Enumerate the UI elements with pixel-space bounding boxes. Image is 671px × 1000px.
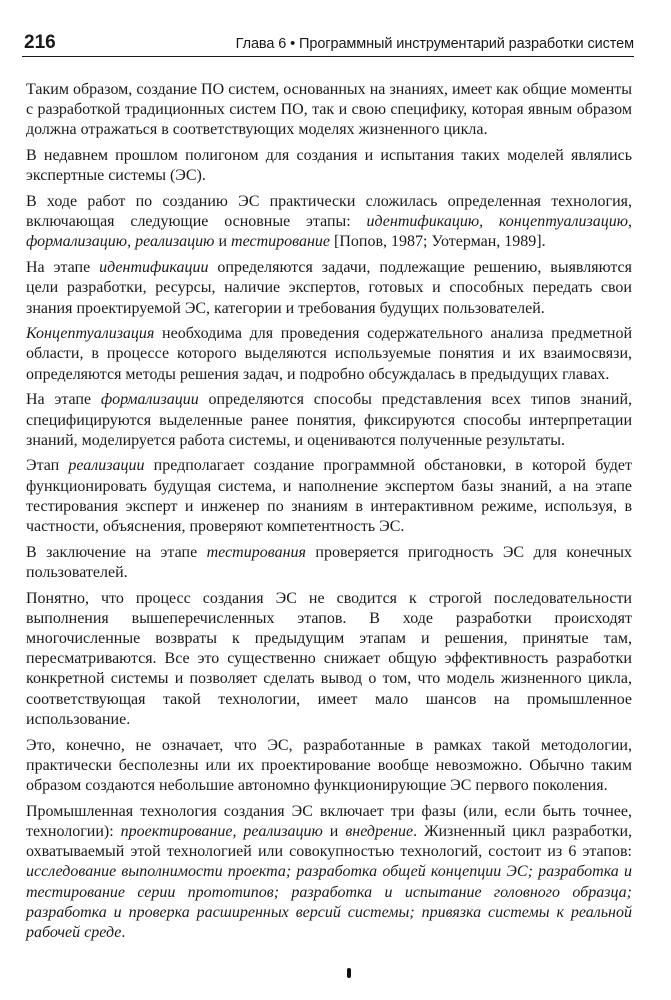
paragraph: [26, 543, 632, 583]
text-run: определяются способы представления всех типов знаний, специфицируются выделенные ранее понятия, фиксируются способы интерпретации знаний, моделируется работа системы, и оцениваются полученные результаты.: [26, 391, 633, 449]
text-run: В ходе работ по созданию ЭС практически сложилась определенная технология, включающая следующие основные этапы:: [26, 193, 632, 231]
text-run: и: [214, 233, 232, 251]
page-number: 216: [24, 32, 56, 53]
text-run: Понятно, что процесс создания ЭС не сводится к строгой последовательности выполнения вышеперечисленных этапов. В ходе разработки происходят многочисленные возвраты к предыдущим этапам и решения, принятые там, пересматриваются. Все это существенно снижает общую эффективность разработки конкретной системы и позволяет сделать вывод о том, что модель жизненного цикла, соответствующая такой технологии, имеет мало шансов на промышленное использование.: [26, 589, 632, 728]
text-run: [Попов, 1987; Уотерман, 1989].: [330, 233, 546, 251]
text-run: проверяется пригодность ЭС для конечных пользователей.: [26, 543, 633, 581]
paragraph: [26, 589, 632, 730]
italic-term: проектирование, реализацию: [120, 822, 323, 840]
italic-term: формализации: [100, 391, 199, 409]
running-title: Глава 6 • Программный инструментарий разработки систем: [235, 36, 634, 52]
italic-term: Концептуализация: [26, 325, 155, 343]
text-run: В заключение на этапе: [26, 543, 207, 561]
text-run: и: [322, 822, 346, 840]
italic-term: тестирования: [206, 543, 306, 561]
text-run: В недавнем прошлом полигоном для создания и испытания таких моделей являлись экспертные системы (ЭС).: [26, 147, 632, 185]
text-run: На этапе: [26, 391, 101, 409]
italic-term: идентификацию, концептуализацию, формализацию, реализацию: [26, 213, 632, 251]
paragraph: [26, 324, 632, 385]
paragraph: [26, 146, 632, 186]
text-run: определяются задачи, подлежащие решению, выявляются цели разработки, ресурсы, наличие экспертов, готовых и способных передать свои знания проектируемой ЭС, категории и требования будущих пользователей.: [26, 259, 633, 317]
text-run: предполагает создание программной обстановки, в которой будет функционировать будущая система, и наполнение экспертом базы знаний, а на этапе тестирования эксперт и инженер по знаниям в интерактивном режиме, используя, в частности, объяснения, проверяют компетентность ЭС.: [26, 457, 633, 536]
text-run: . Жизненный цикл разработки, охватываемый этой технологией или совокупностью технологий, состоит из 6 этапов:: [26, 822, 633, 861]
italic-term: внедрение: [345, 822, 414, 840]
paragraph: [26, 736, 632, 797]
paragraph: [26, 802, 632, 943]
scan-artifact-mark: [347, 968, 351, 978]
text-run: На этапе: [26, 259, 100, 277]
italic-term: тестирование: [231, 233, 330, 251]
paragraph: [26, 192, 632, 253]
italic-term: идентификации: [99, 259, 209, 277]
text-run: Промышленная технология создания ЭС включает три фазы (или, если быть точнее, технологии):: [26, 802, 632, 840]
italic-term: исследование выполнимости проекта; разработка общей концепции ЭС; разработка и тестирование серии прототипов; разработка и испытание головного образца; разработка и проверка расширенных версий системы; привязка системы к реальной рабочей среде: [26, 863, 632, 941]
paragraph: [26, 258, 632, 319]
page-header: [22, 34, 634, 57]
body-text: [26, 80, 632, 949]
text-run: необходима для проведения содержательного анализа предметной области, в процессе которого выделяются используемые понятия и их взаимосвязи, определяются методы решения задач, и подробно обсуждалась в предыдущих главах.: [26, 325, 632, 383]
paragraph: [26, 80, 632, 141]
paragraph: [26, 390, 632, 451]
italic-term: реализации: [68, 457, 145, 475]
text-run: Это, конечно, не означает, что ЭС, разработанные в рамках такой методологии, практически бесполезны или их проектирование вообще невозможно. Обычно таким образом создаются небольшие автономно функционирующие ЭС первого поколения.: [26, 736, 632, 794]
text-run: Этап: [26, 457, 69, 475]
text-run: .: [121, 923, 126, 941]
text-run: Таким образом, создание ПО систем, основанных на знаниях, имеет как общие моменты с разработкой традиционных систем ПО, так и свою специфику, которая явным образом должна отражаться в соответствующих моделях жизненного цикла.: [26, 81, 632, 139]
paragraph: [26, 456, 632, 537]
